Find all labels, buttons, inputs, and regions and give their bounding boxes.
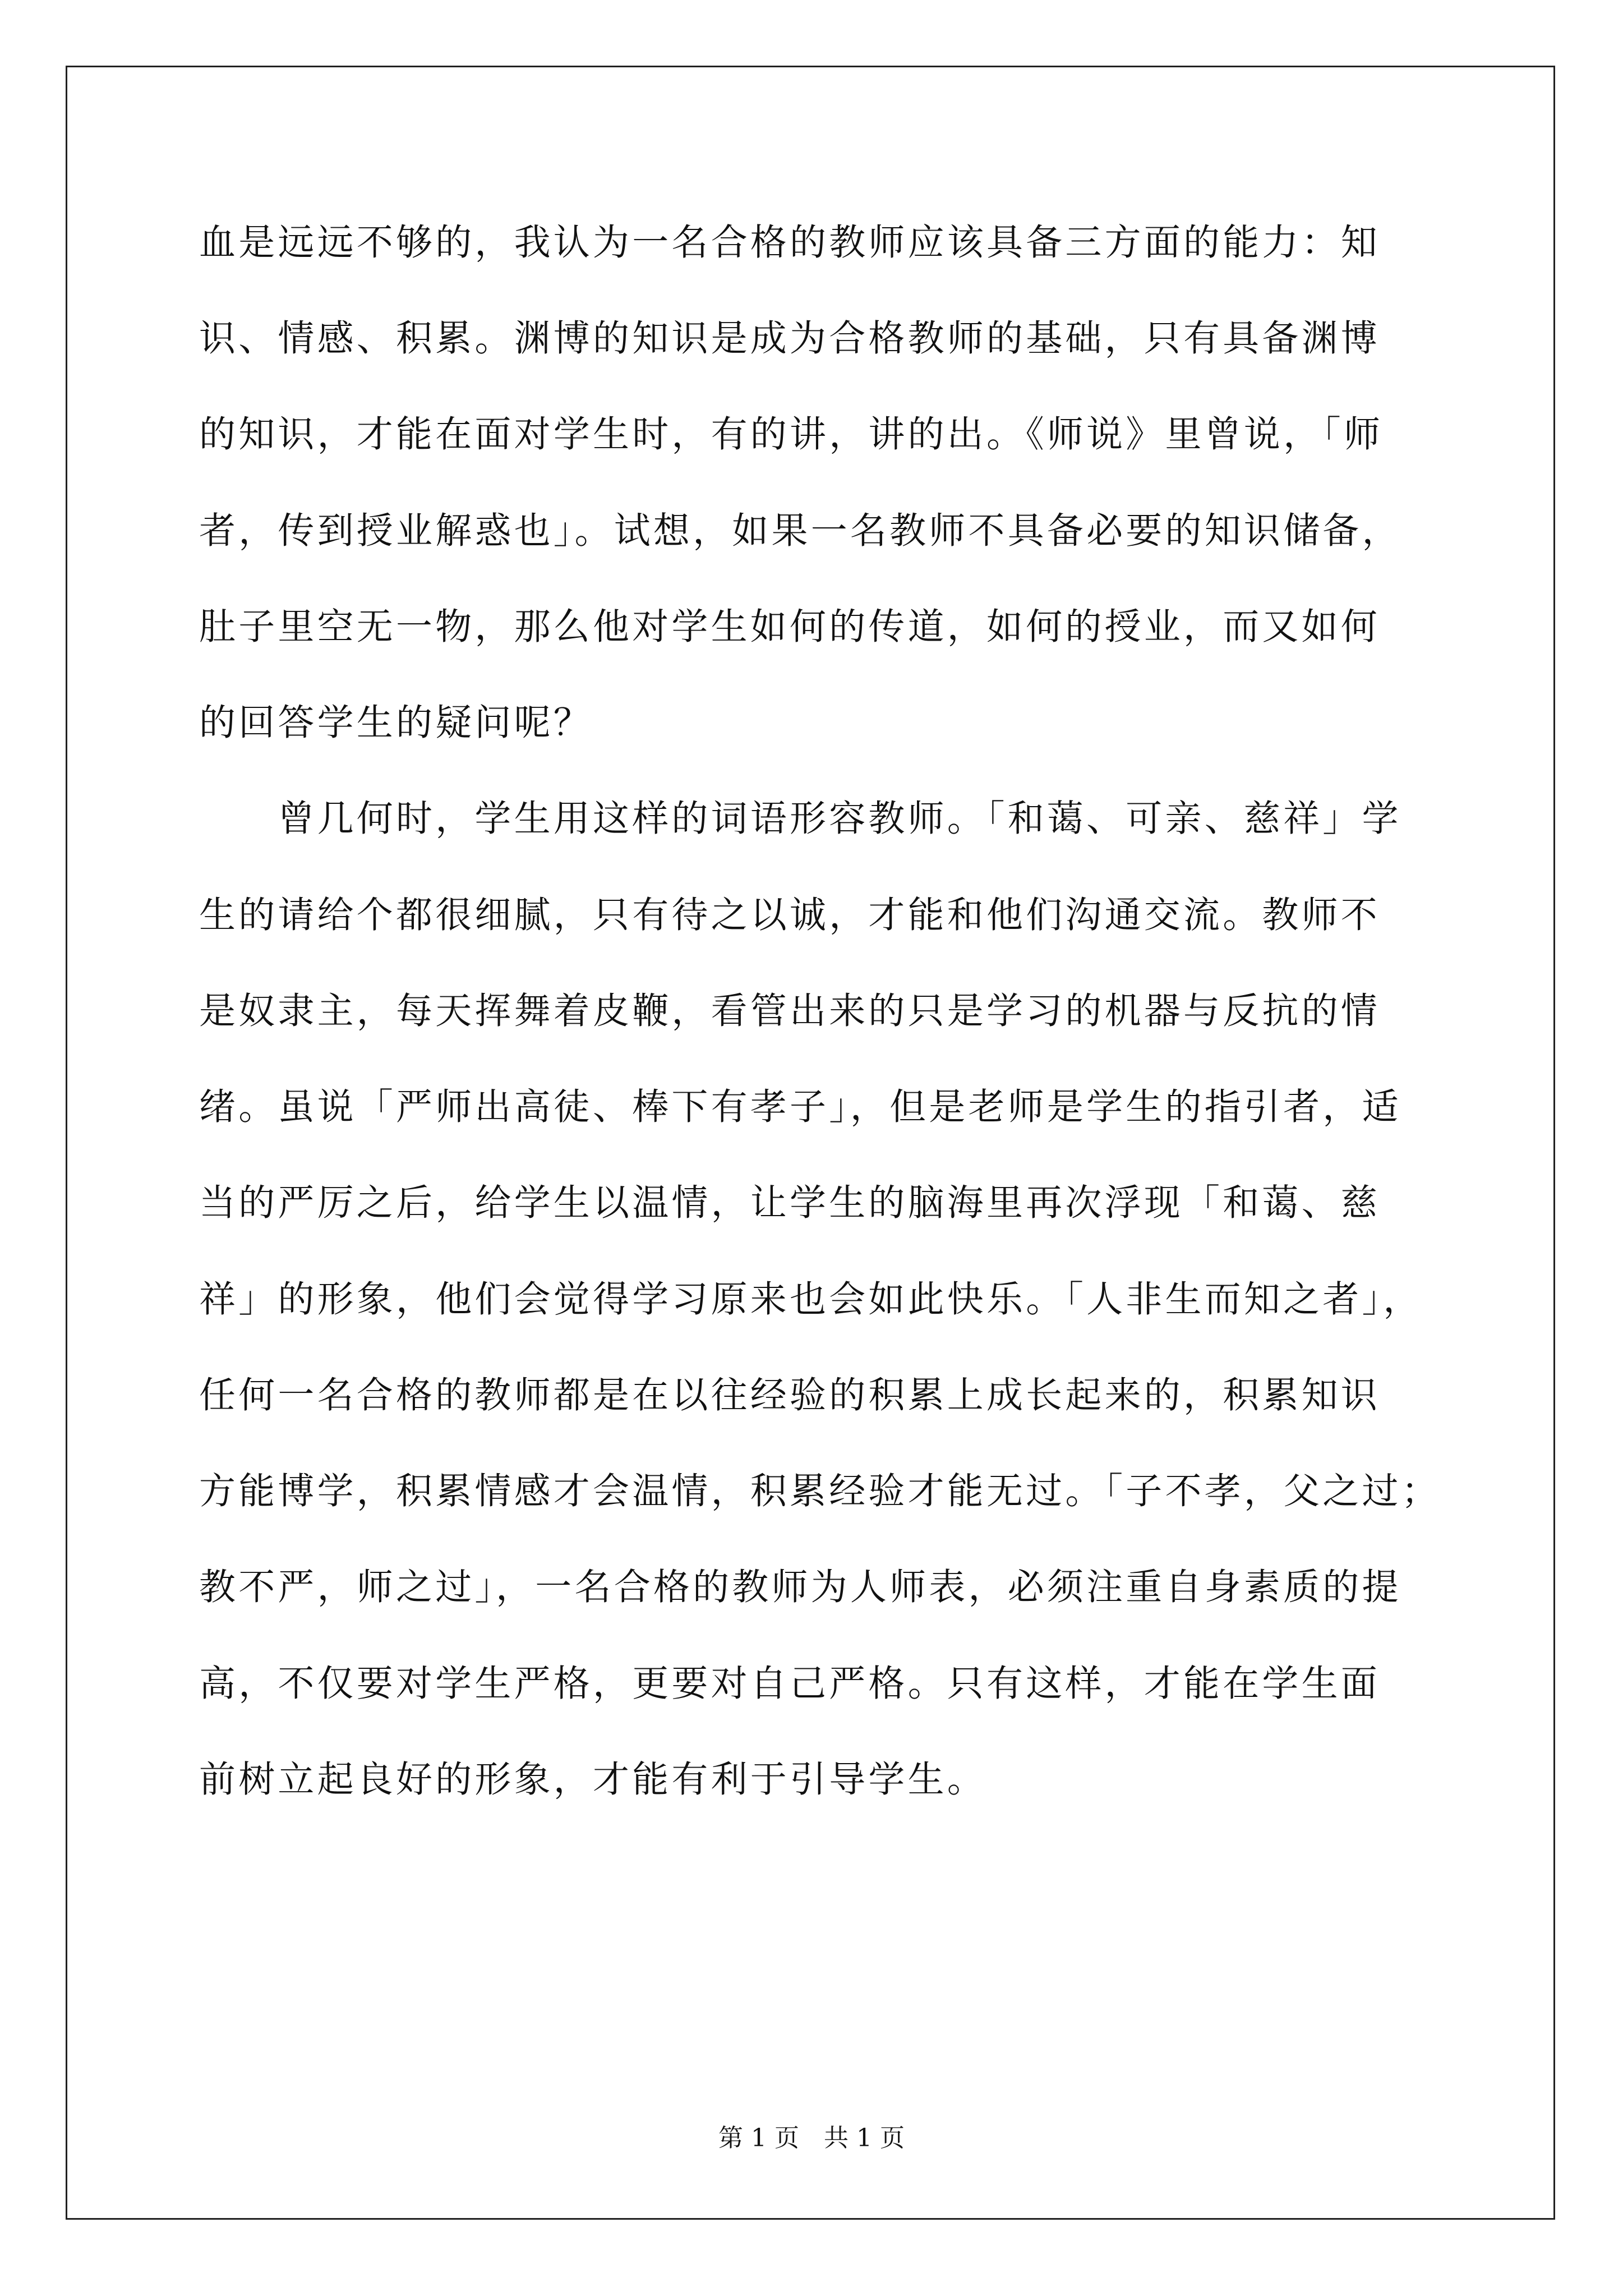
text-line: 当的严厉之后，给学生以温情，让学生的脑海里再次浮现「和蔼、慈 <box>199 1182 1381 1224</box>
text-line: 的知识，才能在面对学生时，有的讲，讲的出。《师说》里曾说，「师 <box>199 413 1384 455</box>
text-line: 血是远远不够的，我认为一名合格的教师应该具备三方面的能力：知 <box>199 222 1381 264</box>
text-line: 曾几何时，学生用这样的词语形容教师。「和蔼、可亲、慈祥」学 <box>199 798 1401 840</box>
text-line: 任何一名合格的教师都是在以往经验的积累上成长起来的，积累知识 <box>199 1374 1381 1416</box>
text-line: 生的请给个都很细腻，只有待之以诚，才能和他们沟通交流。教师不 <box>199 894 1381 936</box>
text-line: 教不严，师之过」，一名合格的教师为人师表，必须注重自身素质的提 <box>199 1566 1401 1608</box>
text-line: 识、情感、积累。渊博的知识是成为合格教师的基础，只有具备渊博 <box>199 318 1381 360</box>
text-line: 方能博学，积累情感才会温情，积累经验才能无过。「子不孝，父之过； <box>199 1470 1441 1512</box>
text-line: 者，传到授业解惑也」。试想，如果一名教师不具备必要的知识储备， <box>199 510 1401 552</box>
text-line: 高，不仅要对学生严格，更要对自己严格。只有这样，才能在学生面 <box>199 1663 1381 1705</box>
text-line: 肚子里空无一物，那么他对学生如何的传道，如何的授业，而又如何 <box>199 606 1381 648</box>
text-line: 的回答学生的疑问呢？ <box>199 702 593 744</box>
text-line: 前树立起良好的形象，才能有利于引导学生。 <box>199 1759 987 1801</box>
text-line: 绪。虽说「严师出高徒、棒下有孝子」，但是老师是学生的指引者，适 <box>199 1086 1401 1128</box>
page-number: 第 1 页 共 1 页 <box>718 2124 905 2152</box>
text-line: 是奴隶主，每天挥舞着皮鞭，看管出来的只是学习的机器与反抗的情 <box>199 990 1381 1032</box>
text-line: 祥」的形象，他们会觉得学习原来也会如此快乐。「人非生而知之者」， <box>199 1278 1423 1320</box>
